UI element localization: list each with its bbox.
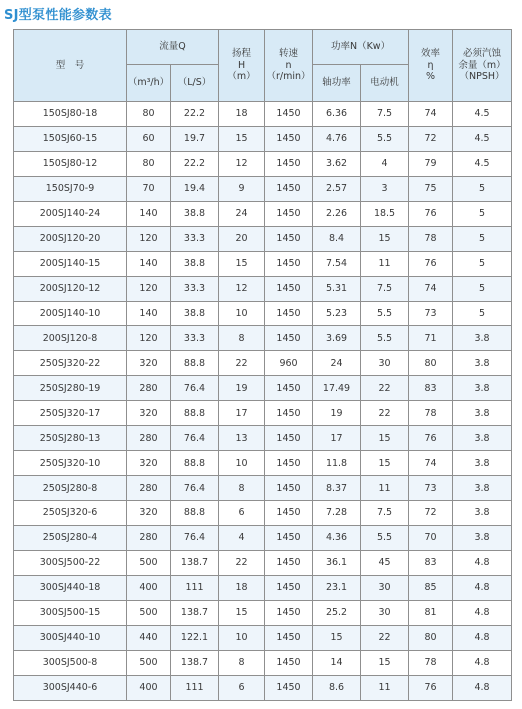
cell-model: 300SJ440-10	[14, 625, 127, 650]
cell-motor-power: 5.5	[361, 525, 409, 550]
table-row	[14, 476, 512, 501]
cell-flow-m3h: 400	[127, 575, 171, 600]
cell-speed: 1450	[265, 550, 313, 575]
cell-npsh: 4.8	[453, 625, 512, 650]
header-speed-line1: 转速	[279, 47, 299, 59]
header-efficiency	[409, 30, 453, 102]
cell-motor-power: 15	[361, 650, 409, 675]
cell-motor-power: 30	[361, 575, 409, 600]
cell-flow-m3h: 120	[127, 326, 171, 351]
cell-head: 10	[219, 301, 265, 326]
cell-flow-m3h: 60	[127, 126, 171, 151]
cell-head: 19	[219, 376, 265, 401]
cell-shaft-power: 3.69	[313, 326, 361, 351]
cell-motor-power: 3	[361, 176, 409, 201]
cell-shaft-power: 3.62	[313, 151, 361, 176]
cell-flow-m3h: 500	[127, 650, 171, 675]
cell-npsh: 3.8	[453, 351, 512, 376]
cell-flow-ls: 138.7	[171, 650, 219, 675]
cell-npsh: 3.8	[453, 476, 512, 501]
cell-motor-power: 22	[361, 376, 409, 401]
table-row	[14, 126, 512, 151]
header-speed	[265, 30, 313, 102]
cell-shaft-power: 15	[313, 625, 361, 650]
performance-table	[13, 29, 512, 701]
cell-motor-power: 5.5	[361, 326, 409, 351]
header-power: 功率N（Kw）	[313, 30, 409, 65]
cell-efficiency: 74	[409, 276, 453, 301]
cell-efficiency: 72	[409, 126, 453, 151]
header-flow: 流量Q	[127, 30, 219, 65]
header-head-line3: （m）	[227, 71, 256, 83]
cell-model: 150SJ70-9	[14, 176, 127, 201]
cell-efficiency: 76	[409, 201, 453, 226]
cell-efficiency: 73	[409, 301, 453, 326]
cell-head: 18	[219, 102, 265, 127]
cell-shaft-power: 8.6	[313, 675, 361, 700]
cell-efficiency: 78	[409, 650, 453, 675]
cell-flow-m3h: 80	[127, 151, 171, 176]
cell-shaft-power: 17	[313, 426, 361, 451]
cell-efficiency: 78	[409, 226, 453, 251]
cell-head: 4	[219, 525, 265, 550]
table-row	[14, 151, 512, 176]
table-row	[14, 102, 512, 127]
cell-shaft-power: 25.2	[313, 600, 361, 625]
cell-model: 200SJ140-10	[14, 301, 127, 326]
table-header	[14, 30, 512, 102]
cell-flow-ls: 138.7	[171, 550, 219, 575]
cell-efficiency: 76	[409, 675, 453, 700]
cell-motor-power: 30	[361, 600, 409, 625]
cell-head: 17	[219, 401, 265, 426]
cell-model: 300SJ500-8	[14, 650, 127, 675]
cell-model: 300SJ440-18	[14, 575, 127, 600]
cell-npsh: 3.8	[453, 376, 512, 401]
cell-flow-m3h: 120	[127, 226, 171, 251]
table-row	[14, 525, 512, 550]
cell-efficiency: 79	[409, 151, 453, 176]
header-head	[219, 30, 265, 102]
cell-flow-m3h: 140	[127, 201, 171, 226]
cell-efficiency: 73	[409, 476, 453, 501]
cell-shaft-power: 24	[313, 351, 361, 376]
cell-flow-m3h: 320	[127, 351, 171, 376]
cell-motor-power: 5.5	[361, 301, 409, 326]
cell-efficiency: 78	[409, 401, 453, 426]
cell-head: 15	[219, 600, 265, 625]
cell-efficiency: 83	[409, 376, 453, 401]
cell-efficiency: 80	[409, 351, 453, 376]
cell-flow-ls: 22.2	[171, 102, 219, 127]
table-body	[14, 102, 512, 701]
cell-efficiency: 75	[409, 176, 453, 201]
cell-flow-ls: 76.4	[171, 376, 219, 401]
cell-head: 8	[219, 650, 265, 675]
cell-flow-m3h: 280	[127, 426, 171, 451]
table-row	[14, 426, 512, 451]
cell-speed: 1450	[265, 575, 313, 600]
cell-head: 8	[219, 326, 265, 351]
cell-motor-power: 22	[361, 401, 409, 426]
cell-speed: 1450	[265, 226, 313, 251]
header-npsh-line3: （NPSH）	[459, 71, 505, 83]
cell-model: 200SJ120-20	[14, 226, 127, 251]
page-title: SJ型泵性能参数表	[4, 8, 112, 23]
cell-speed: 1450	[265, 301, 313, 326]
cell-efficiency: 81	[409, 600, 453, 625]
cell-npsh: 4.8	[453, 675, 512, 700]
header-npsh	[453, 30, 512, 102]
performance-table-container	[13, 29, 511, 701]
cell-flow-ls: 38.8	[171, 301, 219, 326]
header-npsh-line1: 必须汽蚀	[463, 47, 502, 59]
cell-shaft-power: 23.1	[313, 575, 361, 600]
table-row	[14, 501, 512, 526]
cell-flow-ls: 33.3	[171, 326, 219, 351]
cell-efficiency: 85	[409, 575, 453, 600]
cell-model: 250SJ320-17	[14, 401, 127, 426]
cell-npsh: 4.5	[453, 151, 512, 176]
table-row	[14, 301, 512, 326]
cell-npsh: 3.8	[453, 525, 512, 550]
cell-motor-power: 18.5	[361, 201, 409, 226]
cell-head: 22	[219, 550, 265, 575]
cell-motor-power: 11	[361, 675, 409, 700]
table-row	[14, 351, 512, 376]
cell-model: 150SJ80-12	[14, 151, 127, 176]
cell-flow-m3h: 140	[127, 251, 171, 276]
cell-npsh: 4.8	[453, 650, 512, 675]
cell-model: 150SJ80-18	[14, 102, 127, 127]
cell-flow-m3h: 120	[127, 276, 171, 301]
cell-npsh: 3.8	[453, 451, 512, 476]
cell-flow-m3h: 400	[127, 675, 171, 700]
cell-shaft-power: 5.31	[313, 276, 361, 301]
cell-flow-ls: 76.4	[171, 525, 219, 550]
cell-efficiency: 72	[409, 501, 453, 526]
cell-model: 250SJ280-19	[14, 376, 127, 401]
cell-flow-m3h: 320	[127, 451, 171, 476]
cell-speed: 1450	[265, 600, 313, 625]
table-row	[14, 451, 512, 476]
cell-head: 22	[219, 351, 265, 376]
cell-model: 250SJ320-6	[14, 501, 127, 526]
header-head-line1: 扬程	[232, 47, 252, 59]
table-row	[14, 251, 512, 276]
table-row	[14, 575, 512, 600]
cell-npsh: 5	[453, 201, 512, 226]
cell-model: 300SJ500-22	[14, 550, 127, 575]
cell-head: 15	[219, 251, 265, 276]
cell-shaft-power: 5.23	[313, 301, 361, 326]
table-row	[14, 650, 512, 675]
cell-flow-ls: 19.4	[171, 176, 219, 201]
cell-shaft-power: 7.54	[313, 251, 361, 276]
cell-model: 150SJ60-15	[14, 126, 127, 151]
cell-head: 6	[219, 501, 265, 526]
header-efficiency-line2: η	[427, 59, 434, 71]
cell-flow-m3h: 280	[127, 376, 171, 401]
cell-model: 200SJ140-24	[14, 201, 127, 226]
header-efficiency-line3: %	[426, 71, 436, 83]
cell-motor-power: 7.5	[361, 276, 409, 301]
table-row	[14, 226, 512, 251]
cell-shaft-power: 4.36	[313, 525, 361, 550]
header-motor: 电动机	[361, 65, 409, 102]
cell-head: 20	[219, 226, 265, 251]
cell-flow-m3h: 280	[127, 476, 171, 501]
cell-motor-power: 15	[361, 426, 409, 451]
cell-model: 250SJ320-22	[14, 351, 127, 376]
cell-efficiency: 80	[409, 625, 453, 650]
cell-speed: 1450	[265, 426, 313, 451]
cell-shaft-power: 11.8	[313, 451, 361, 476]
cell-flow-ls: 22.2	[171, 151, 219, 176]
cell-flow-ls: 33.3	[171, 276, 219, 301]
header-flow-unit-ls: （L/S）	[171, 65, 219, 102]
cell-efficiency: 74	[409, 102, 453, 127]
cell-shaft-power: 36.1	[313, 550, 361, 575]
cell-flow-ls: 33.3	[171, 226, 219, 251]
header-efficiency-line1: 效率	[421, 47, 441, 59]
cell-motor-power: 22	[361, 625, 409, 650]
cell-npsh: 4.8	[453, 600, 512, 625]
cell-head: 6	[219, 675, 265, 700]
cell-speed: 1450	[265, 451, 313, 476]
cell-motor-power: 7.5	[361, 102, 409, 127]
header-speed-line3: （r/min）	[266, 71, 311, 83]
cell-speed: 1450	[265, 276, 313, 301]
cell-flow-ls: 138.7	[171, 600, 219, 625]
cell-flow-m3h: 500	[127, 550, 171, 575]
cell-npsh: 4.5	[453, 126, 512, 151]
cell-speed: 1450	[265, 126, 313, 151]
cell-flow-ls: 76.4	[171, 426, 219, 451]
cell-speed: 1450	[265, 625, 313, 650]
cell-motor-power: 4	[361, 151, 409, 176]
cell-model: 200SJ140-15	[14, 251, 127, 276]
table-row	[14, 176, 512, 201]
cell-npsh: 5	[453, 301, 512, 326]
cell-shaft-power: 7.28	[313, 501, 361, 526]
cell-npsh: 5	[453, 276, 512, 301]
table-row	[14, 401, 512, 426]
header-shaft-power: 轴功率	[313, 65, 361, 102]
cell-flow-ls: 111	[171, 575, 219, 600]
cell-efficiency: 76	[409, 426, 453, 451]
cell-shaft-power: 2.26	[313, 201, 361, 226]
table-row	[14, 675, 512, 700]
cell-head: 9	[219, 176, 265, 201]
cell-model: 250SJ280-4	[14, 525, 127, 550]
cell-flow-ls: 122.1	[171, 625, 219, 650]
cell-motor-power: 11	[361, 476, 409, 501]
cell-shaft-power: 6.36	[313, 102, 361, 127]
cell-model: 250SJ320-10	[14, 451, 127, 476]
table-row	[14, 550, 512, 575]
cell-head: 24	[219, 201, 265, 226]
cell-speed: 1450	[265, 176, 313, 201]
cell-speed: 1450	[265, 251, 313, 276]
cell-npsh: 5	[453, 251, 512, 276]
cell-speed: 960	[265, 351, 313, 376]
table-row	[14, 625, 512, 650]
cell-model: 200SJ120-8	[14, 326, 127, 351]
cell-head: 12	[219, 151, 265, 176]
cell-npsh: 3.8	[453, 426, 512, 451]
cell-head: 13	[219, 426, 265, 451]
cell-efficiency: 70	[409, 525, 453, 550]
cell-flow-ls: 19.7	[171, 126, 219, 151]
cell-motor-power: 11	[361, 251, 409, 276]
cell-speed: 1450	[265, 675, 313, 700]
cell-efficiency: 76	[409, 251, 453, 276]
cell-shaft-power: 19	[313, 401, 361, 426]
table-row	[14, 201, 512, 226]
cell-model: 300SJ440-6	[14, 675, 127, 700]
cell-flow-ls: 111	[171, 675, 219, 700]
cell-head: 18	[219, 575, 265, 600]
header-flow-unit-m3h: （m³/h）	[127, 65, 171, 102]
cell-model: 300SJ500-15	[14, 600, 127, 625]
cell-flow-ls: 88.8	[171, 451, 219, 476]
cell-speed: 1450	[265, 650, 313, 675]
cell-npsh: 4.5	[453, 102, 512, 127]
cell-model: 250SJ280-8	[14, 476, 127, 501]
cell-npsh: 5	[453, 176, 512, 201]
cell-speed: 1450	[265, 151, 313, 176]
cell-shaft-power: 4.76	[313, 126, 361, 151]
cell-speed: 1450	[265, 102, 313, 127]
cell-model: 250SJ280-13	[14, 426, 127, 451]
cell-npsh: 3.8	[453, 401, 512, 426]
cell-motor-power: 15	[361, 226, 409, 251]
table-row	[14, 276, 512, 301]
cell-flow-ls: 38.8	[171, 201, 219, 226]
cell-head: 8	[219, 476, 265, 501]
cell-efficiency: 71	[409, 326, 453, 351]
cell-flow-m3h: 70	[127, 176, 171, 201]
cell-efficiency: 83	[409, 550, 453, 575]
cell-shaft-power: 14	[313, 650, 361, 675]
cell-flow-ls: 88.8	[171, 501, 219, 526]
cell-flow-ls: 88.8	[171, 351, 219, 376]
cell-flow-m3h: 500	[127, 600, 171, 625]
cell-speed: 1450	[265, 525, 313, 550]
cell-shaft-power: 2.57	[313, 176, 361, 201]
header-npsh-line2: 余量（m）	[458, 59, 506, 71]
cell-head: 10	[219, 451, 265, 476]
cell-head: 12	[219, 276, 265, 301]
cell-npsh: 5	[453, 226, 512, 251]
cell-flow-m3h: 320	[127, 401, 171, 426]
header-speed-line2: n	[285, 59, 292, 71]
cell-speed: 1450	[265, 376, 313, 401]
cell-npsh: 4.8	[453, 575, 512, 600]
cell-flow-m3h: 440	[127, 625, 171, 650]
cell-shaft-power: 8.4	[313, 226, 361, 251]
cell-flow-m3h: 80	[127, 102, 171, 127]
cell-shaft-power: 17.49	[313, 376, 361, 401]
table-row	[14, 600, 512, 625]
cell-motor-power: 15	[361, 451, 409, 476]
cell-speed: 1450	[265, 401, 313, 426]
cell-motor-power: 30	[361, 351, 409, 376]
cell-npsh: 4.8	[453, 550, 512, 575]
cell-flow-m3h: 140	[127, 301, 171, 326]
cell-flow-ls: 88.8	[171, 401, 219, 426]
cell-head: 15	[219, 126, 265, 151]
header-head-line2: H	[237, 59, 246, 71]
cell-model: 200SJ120-12	[14, 276, 127, 301]
cell-speed: 1450	[265, 326, 313, 351]
cell-flow-m3h: 320	[127, 501, 171, 526]
header-model: 型 号	[14, 30, 127, 102]
cell-flow-ls: 38.8	[171, 251, 219, 276]
cell-motor-power: 7.5	[361, 501, 409, 526]
table-row	[14, 326, 512, 351]
cell-npsh: 3.8	[453, 501, 512, 526]
cell-flow-ls: 76.4	[171, 476, 219, 501]
cell-head: 10	[219, 625, 265, 650]
table-row	[14, 376, 512, 401]
cell-speed: 1450	[265, 476, 313, 501]
cell-npsh: 3.8	[453, 326, 512, 351]
cell-motor-power: 45	[361, 550, 409, 575]
cell-speed: 1450	[265, 201, 313, 226]
cell-speed: 1450	[265, 501, 313, 526]
cell-shaft-power: 8.37	[313, 476, 361, 501]
cell-motor-power: 5.5	[361, 126, 409, 151]
cell-flow-m3h: 280	[127, 525, 171, 550]
cell-efficiency: 74	[409, 451, 453, 476]
